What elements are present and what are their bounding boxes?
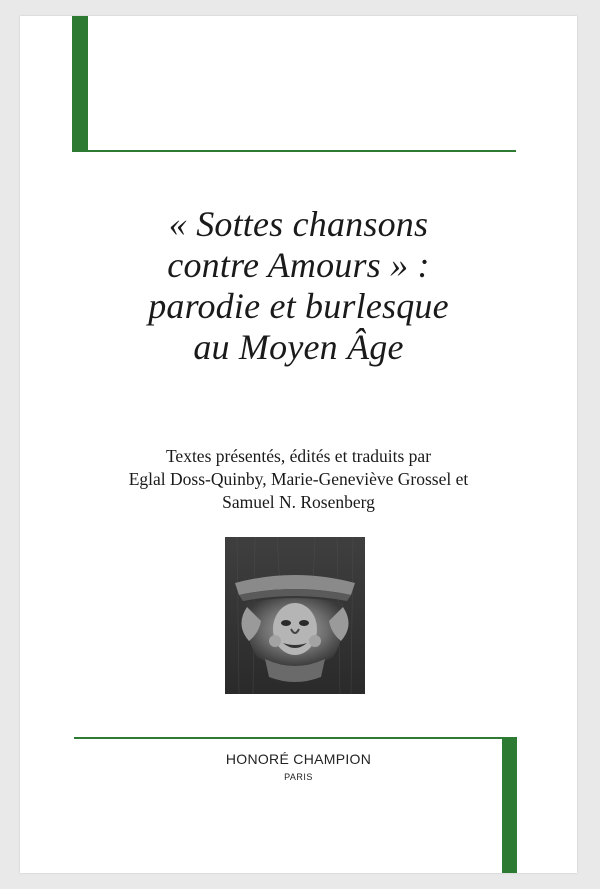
carved-grotesque-misericord-image	[225, 537, 365, 694]
title-line: parodie et burlesque	[148, 286, 449, 326]
title-line: contre Amours » :	[167, 245, 430, 285]
publisher-city: PARIS	[284, 772, 313, 782]
book-cover	[20, 16, 577, 873]
book-title	[60, 204, 537, 368]
authors-credit	[60, 445, 537, 514]
authors-line: Samuel N. Rosenberg	[222, 492, 375, 512]
title-line: au Moyen Âge	[193, 327, 404, 367]
green-bar-top	[72, 16, 88, 152]
green-rule-bottom	[74, 737, 517, 739]
authors-line: Eglal Doss-Quinby, Marie-Geneviève Grossel et	[128, 469, 469, 489]
green-rule-top	[72, 150, 516, 152]
publisher-name: HONORÉ CHAMPION	[225, 751, 372, 767]
authors-line: Textes présentés, édités et traduits par	[165, 446, 432, 466]
title-line: « Sottes chansons	[168, 204, 429, 244]
